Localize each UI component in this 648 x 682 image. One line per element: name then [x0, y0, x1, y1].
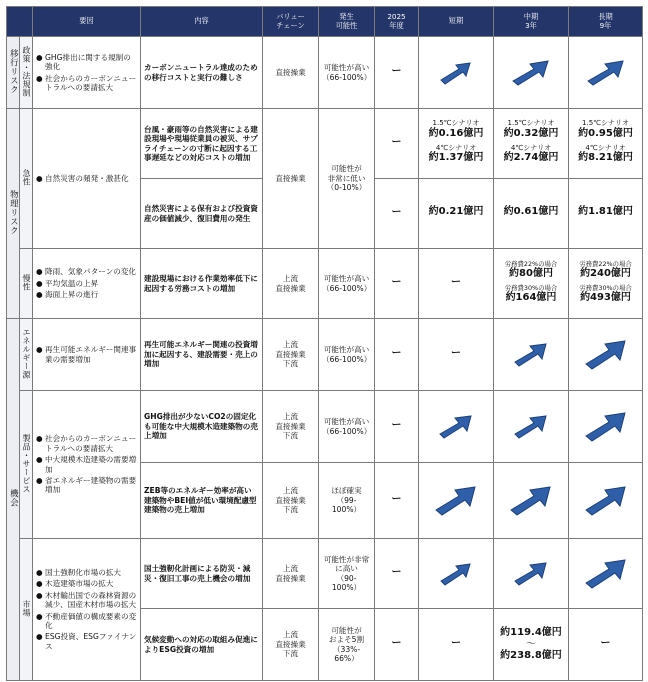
header-2025: 2025 年度: [375, 7, 419, 37]
chain-products-1: 上流 直接操業 下流: [263, 391, 319, 463]
long-energy-arrow: [569, 319, 643, 391]
chain-energy: 上流 直接操業 下流: [263, 319, 319, 391]
up-right-arrow-icon: [439, 561, 473, 587]
mid-chronic: 労務費22%の場合 約80億円 労務費30%の場合 約164億円: [494, 249, 569, 319]
content-chronic: 建設現場における作業効率低下に起因する労務コストの増加: [141, 249, 263, 319]
factor-acute: ● 自然災害の頻発・激甚化: [33, 109, 141, 249]
header-row: [7, 7, 643, 37]
prob-market-1: 可能性が非常に高い （90- 100%）: [319, 539, 375, 609]
mid-policy-arrow: [494, 37, 569, 109]
chain-market-1: 上流 直接操業: [263, 539, 319, 609]
long-chronic: 労務費22%の場合 約240億円 労務費30%の場合 約493億円: [569, 249, 643, 319]
subcategory-energy: エネルギー源: [20, 319, 33, 391]
header-factor: 要因: [33, 7, 141, 37]
factor-market: ● 国土強靭化市場の拡大 ● 木造建築市場の拡大 ● 木材輸出国での森林資源の減少、国産木材市場の拡大 ● 不動産価値の構成要素の変化 ● ESG投資、ESGファイナンス: [33, 539, 141, 681]
row-products-1: [7, 391, 643, 463]
subcategory-policy: 政策・法規制: [20, 37, 33, 109]
content-products-1: GHG排出が少ないCO2の固定化も可能な中大規模木造建築物の売上増加: [141, 391, 263, 463]
up-right-arrow-icon: [438, 413, 474, 441]
row-policy: [7, 37, 643, 109]
y2025-market-1: ー: [375, 539, 419, 609]
subcategory-products: 製品・サービス: [20, 391, 33, 539]
chain-market-2: 上流 直接操業 下流: [263, 609, 319, 681]
up-right-arrow-icon: [434, 484, 478, 518]
up-right-arrow-icon: [513, 560, 549, 588]
climate-risk-table: [6, 6, 643, 681]
header-probability: 発生 可能性: [319, 7, 375, 37]
header-mid: 中期 3年: [494, 7, 569, 37]
y2025-market-2: ー: [375, 609, 419, 681]
long-products-2-arrow: [569, 463, 643, 539]
short-products-2-arrow: [419, 463, 494, 539]
short-market-2: ー: [419, 609, 494, 681]
mid-market-2: 約119.4億円 〜 約238.8億円: [494, 609, 569, 681]
subcategory-chronic: 慢性: [20, 249, 33, 319]
long-acute-2: 約1.81億円: [569, 179, 643, 249]
long-products-1-arrow: [569, 391, 643, 463]
short-market-1-arrow: [419, 539, 494, 609]
chain-policy: 直接操業: [263, 37, 319, 109]
header-value-chain: バリュー チェーン: [263, 7, 319, 37]
short-policy-arrow: [419, 37, 494, 109]
long-market-2: ー: [569, 609, 643, 681]
chain-chronic: 上流 直接操業: [263, 249, 319, 319]
prob-chronic: 可能性が高い （66-100%）: [319, 249, 375, 319]
mid-products-1-arrow: [494, 391, 569, 463]
short-acute-1: 1.5℃シナリオ 約0.16億円 4℃シナリオ 約1.37億円: [419, 109, 494, 179]
content-energy: 再生可能エネルギー関連の投資増加に起因する、建設需要・売上の増加: [141, 319, 263, 391]
up-right-arrow-icon: [584, 557, 628, 591]
header-long: 長期 9年: [569, 7, 643, 37]
subcategory-acute: 急性: [20, 109, 33, 249]
row-energy: [7, 319, 643, 391]
chain-acute: 直接操業: [263, 109, 319, 249]
prob-energy: 可能性が高い （66-100%）: [319, 319, 375, 391]
mid-market-1-arrow: [494, 539, 569, 609]
y2025-chronic: ー: [375, 249, 419, 319]
factor-chronic: ● 降雨、気象パターンの変化 ● 平均気温の上昇 ● 海面上昇の進行: [33, 249, 141, 319]
content-policy: カーボンニュートラル達成のための移行コストと実行の難しさ: [141, 37, 263, 109]
factor-energy: ● 再生可能エネルギー関連事業の需要増加: [33, 319, 141, 391]
content-acute-1: 台風・豪雨等の自然災害による建設現場や現場従業員の被災、サプライチェーンの寸断に起因する工事遅延などの対応コストの増加: [141, 109, 263, 179]
mid-products-2-arrow: [494, 463, 569, 539]
up-right-arrow-icon: [509, 484, 553, 518]
up-right-arrow-icon: [584, 484, 628, 518]
category-opportunity: 機会: [7, 319, 20, 681]
category-physical: 物理リスク: [7, 109, 20, 319]
factor-policy: ● GHG排出に関する規制の強化 ● 社会からのカーボンニュートラルへの要請拡大: [33, 37, 141, 109]
row-market-1: [7, 539, 643, 609]
prob-products-2: ほぼ確実 （99- 100%）: [319, 463, 375, 539]
up-right-arrow-icon: [439, 60, 473, 86]
up-right-arrow-icon: [513, 341, 549, 369]
y2025-policy: ー: [375, 37, 419, 109]
up-right-arrow-icon: [584, 410, 628, 444]
short-chronic: ー: [419, 249, 494, 319]
up-right-arrow-icon: [586, 58, 626, 88]
long-policy-arrow: [569, 37, 643, 109]
long-acute-1: 1.5℃シナリオ 約0.95億円 4℃シナリオ 約8.21億円: [569, 109, 643, 179]
short-energy: ー: [419, 319, 494, 391]
prob-products-1: 可能性が高い （66-100%）: [319, 391, 375, 463]
content-products-2: ZEB等のエネルギー効率が高い建築物やBEI値が低い環境配慮型建築物の売上増加: [141, 463, 263, 539]
up-right-arrow-icon: [584, 338, 628, 372]
content-market-1: 国土強靭化計画による防災・減災・復旧工事の売上機会の増加: [141, 539, 263, 609]
y2025-acute-1: ー: [375, 109, 419, 179]
y2025-products-1: ー: [375, 391, 419, 463]
chain-products-2: 上流 直接操業 下流: [263, 463, 319, 539]
header-blank: [7, 7, 33, 37]
risk-opportunity-table-wrapper: [6, 6, 642, 678]
row-chronic: [7, 249, 643, 319]
row-acute-1: [7, 109, 643, 179]
mid-acute-1: 1.5℃シナリオ 約0.32億円 4℃シナリオ 約2.74億円: [494, 109, 569, 179]
short-products-1-arrow: [419, 391, 494, 463]
y2025-energy: ー: [375, 319, 419, 391]
factor-products: ● 社会からのカーボンニュートラルへの要請拡大 ● 中大規模木造建築の需要増加 ● 省エネルギー建築物の需要増加: [33, 391, 141, 539]
up-right-arrow-icon: [511, 58, 551, 88]
y2025-acute-2: ー: [375, 179, 419, 249]
category-transition: 移行リスク: [7, 37, 20, 109]
content-market-2: 気候変動への対応の取組み促進によりESG投資の増加: [141, 609, 263, 681]
mid-energy-arrow: [494, 319, 569, 391]
content-acute-2: 自然災害による保有および投資資産の価値減少、復旧費用の発生: [141, 179, 263, 249]
prob-market-2: 可能性が およそ5割 （33%- 66%）: [319, 609, 375, 681]
header-short: 短期: [419, 7, 494, 37]
short-acute-2: 約0.21億円: [419, 179, 494, 249]
y2025-products-2: ー: [375, 463, 419, 539]
up-right-arrow-icon: [513, 413, 549, 441]
subcategory-market: 市場: [20, 539, 33, 681]
prob-acute: 可能性が 非常に低い （0-10%）: [319, 109, 375, 249]
prob-policy: 可能性が高い （66-100%）: [319, 37, 375, 109]
long-market-1-arrow: [569, 539, 643, 609]
header-content: 内容: [141, 7, 263, 37]
mid-acute-2: 約0.61億円: [494, 179, 569, 249]
